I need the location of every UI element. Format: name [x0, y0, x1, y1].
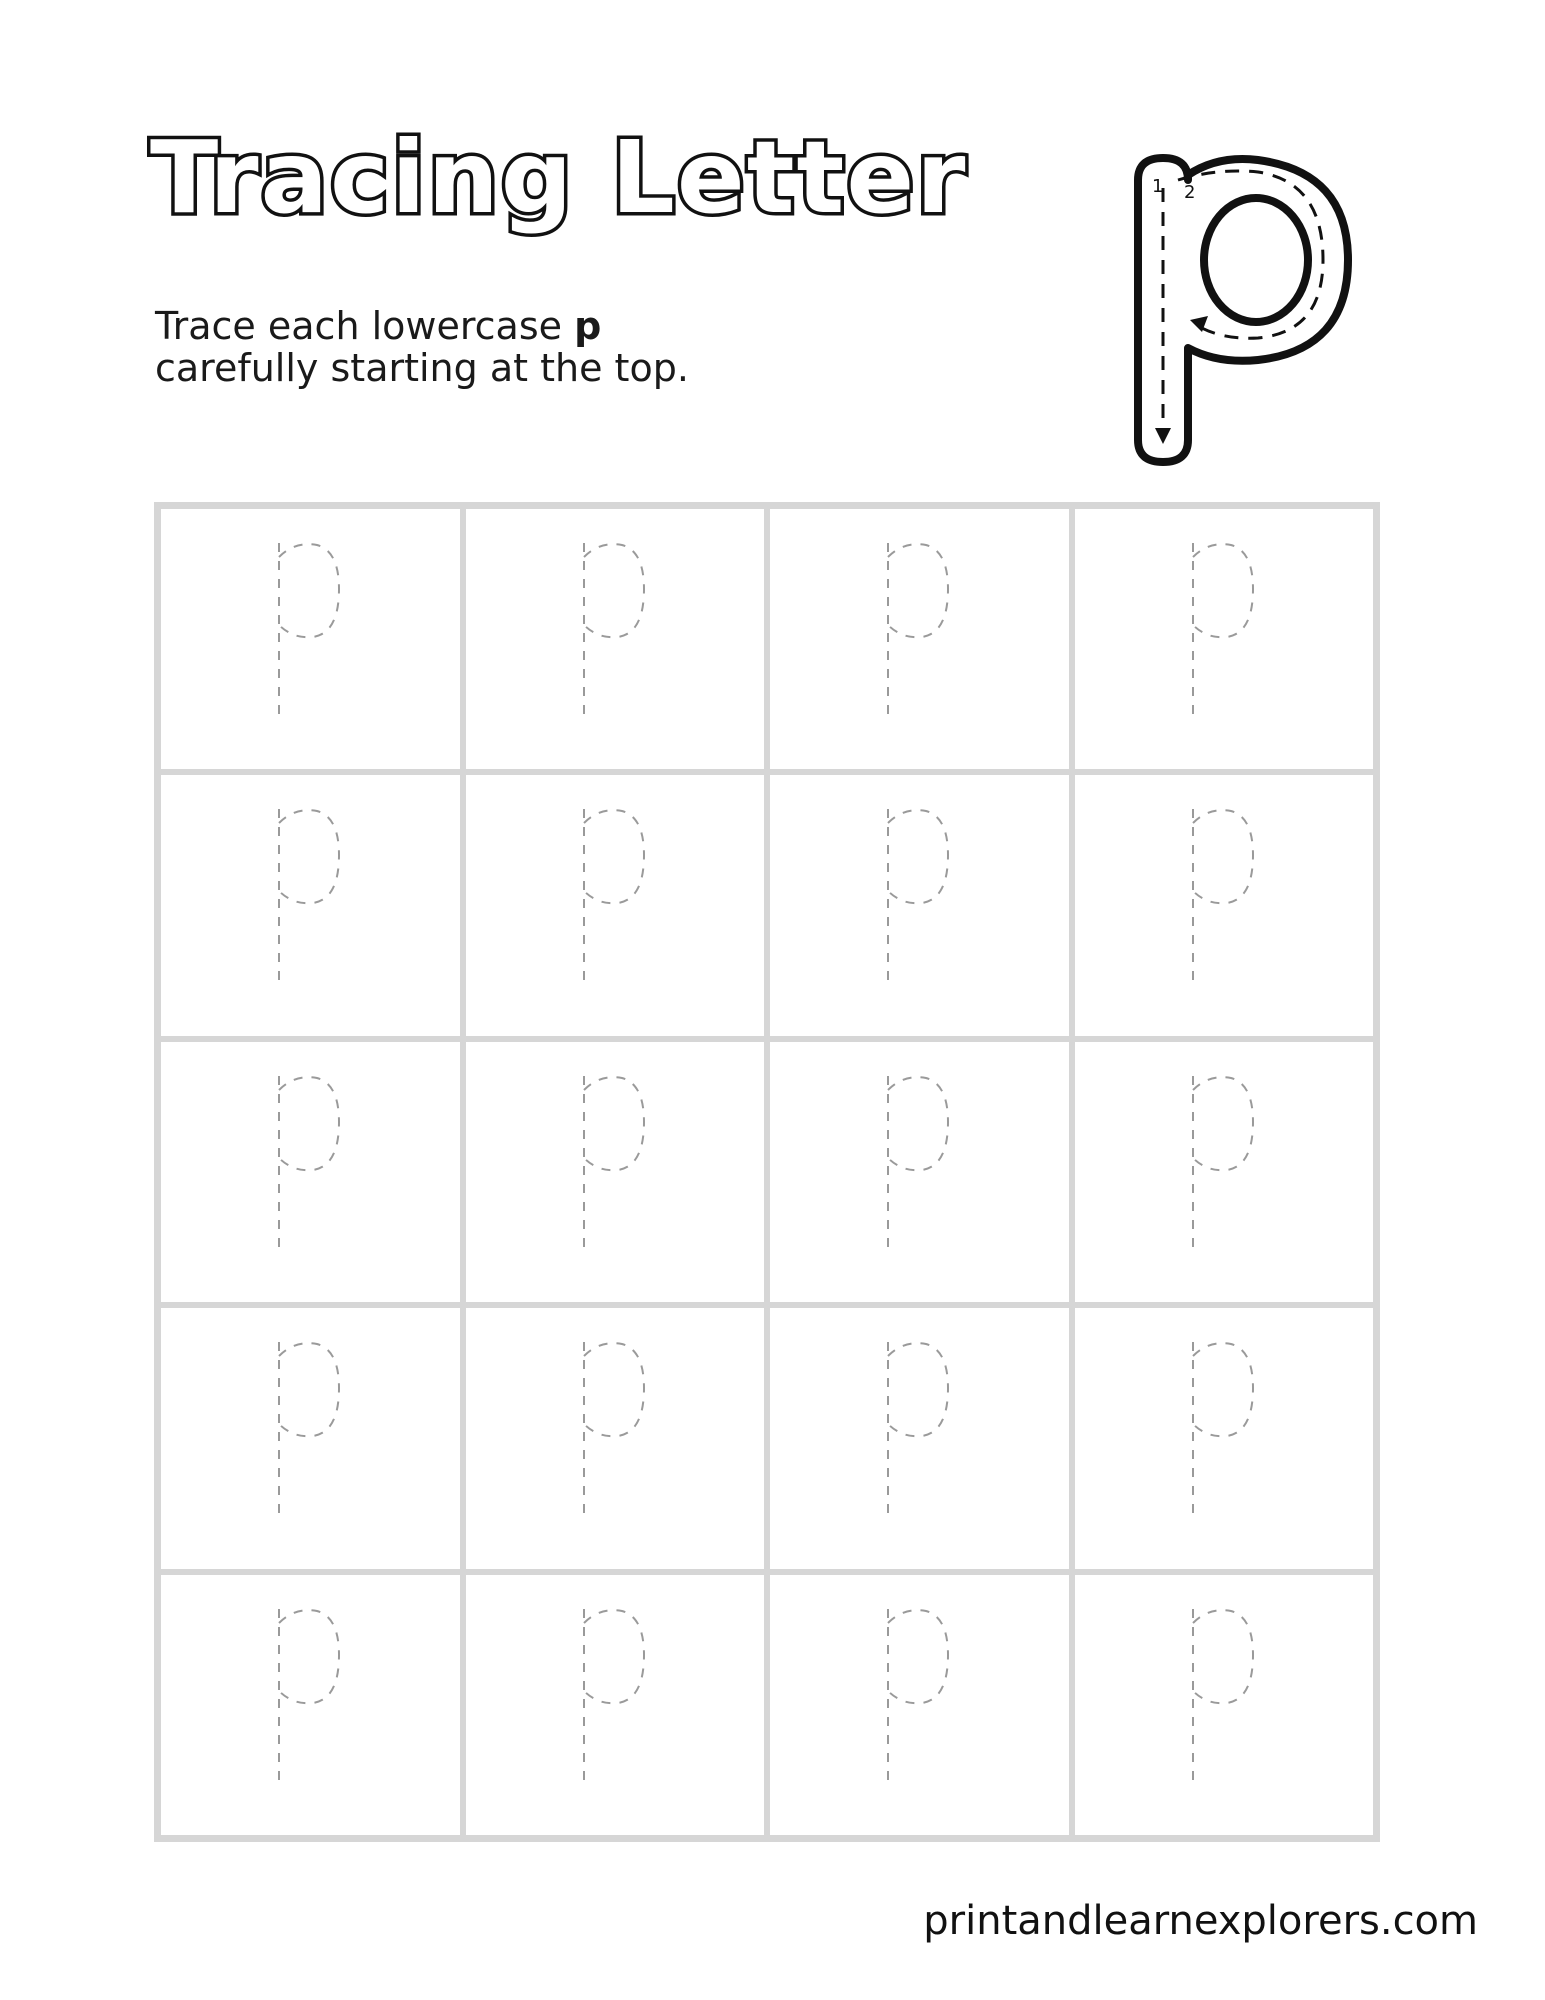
dotted-letter-p: [1179, 1603, 1269, 1793]
tracing-cell[interactable]: [463, 506, 768, 772]
dotted-letter-p: [265, 537, 355, 727]
tracing-cell[interactable]: [1072, 772, 1377, 1038]
tracing-cell[interactable]: [463, 1572, 768, 1838]
tracing-cell[interactable]: [463, 1039, 768, 1305]
dotted-letter-p: [874, 1603, 964, 1793]
tracing-cell[interactable]: [158, 506, 463, 772]
tracing-grid: [154, 502, 1380, 1842]
tracing-cell[interactable]: [767, 772, 1072, 1038]
dotted-letter-p: [265, 1603, 355, 1793]
tracing-cell[interactable]: [1072, 1305, 1377, 1571]
dotted-letter-p: [570, 1336, 660, 1526]
dotted-letter-p: [874, 1070, 964, 1260]
dotted-letter-p: [265, 1336, 355, 1526]
dotted-letter-p: [570, 803, 660, 993]
instructions: [155, 305, 689, 389]
tracing-cell[interactable]: [767, 1572, 1072, 1838]
tracing-cell[interactable]: [158, 1039, 463, 1305]
tracing-cell[interactable]: [1072, 1572, 1377, 1838]
footer-site: printandlearnexplorers.com: [923, 1898, 1478, 1944]
dotted-letter-p: [874, 537, 964, 727]
dotted-letter-p: [265, 803, 355, 993]
instructions-letter: p: [574, 304, 602, 348]
instructions-line1-prefix: Trace each lowercase: [155, 304, 575, 348]
tracing-cell[interactable]: [1072, 1039, 1377, 1305]
tracing-cell[interactable]: [158, 772, 463, 1038]
tracing-cell[interactable]: [158, 1305, 463, 1571]
stroke-guide-letter: [1118, 150, 1368, 470]
dotted-letter-p: [570, 537, 660, 727]
tracing-cell[interactable]: [1072, 506, 1377, 772]
tracing-cell[interactable]: [158, 1572, 463, 1838]
tracing-cell[interactable]: [767, 506, 1072, 772]
step-1-label: 1: [1152, 176, 1164, 197]
tracing-cell[interactable]: [463, 772, 768, 1038]
dotted-letter-p: [265, 1070, 355, 1260]
page-title: Tracing Letter: [150, 119, 968, 236]
dotted-letter-p: [1179, 1336, 1269, 1526]
dotted-letter-p: [570, 1603, 660, 1793]
tracing-cell[interactable]: [767, 1039, 1072, 1305]
dotted-letter-p: [1179, 1070, 1269, 1260]
dotted-letter-p: [874, 1336, 964, 1526]
instructions-line2: carefully starting at the top.: [155, 346, 689, 390]
tracing-cell[interactable]: [767, 1305, 1072, 1571]
dotted-letter-p: [1179, 803, 1269, 993]
step-2-label: 2: [1184, 182, 1196, 203]
dotted-letter-p: [570, 1070, 660, 1260]
tracing-cell[interactable]: [463, 1305, 768, 1571]
dotted-letter-p: [874, 803, 964, 993]
dotted-letter-p: [1179, 537, 1269, 727]
